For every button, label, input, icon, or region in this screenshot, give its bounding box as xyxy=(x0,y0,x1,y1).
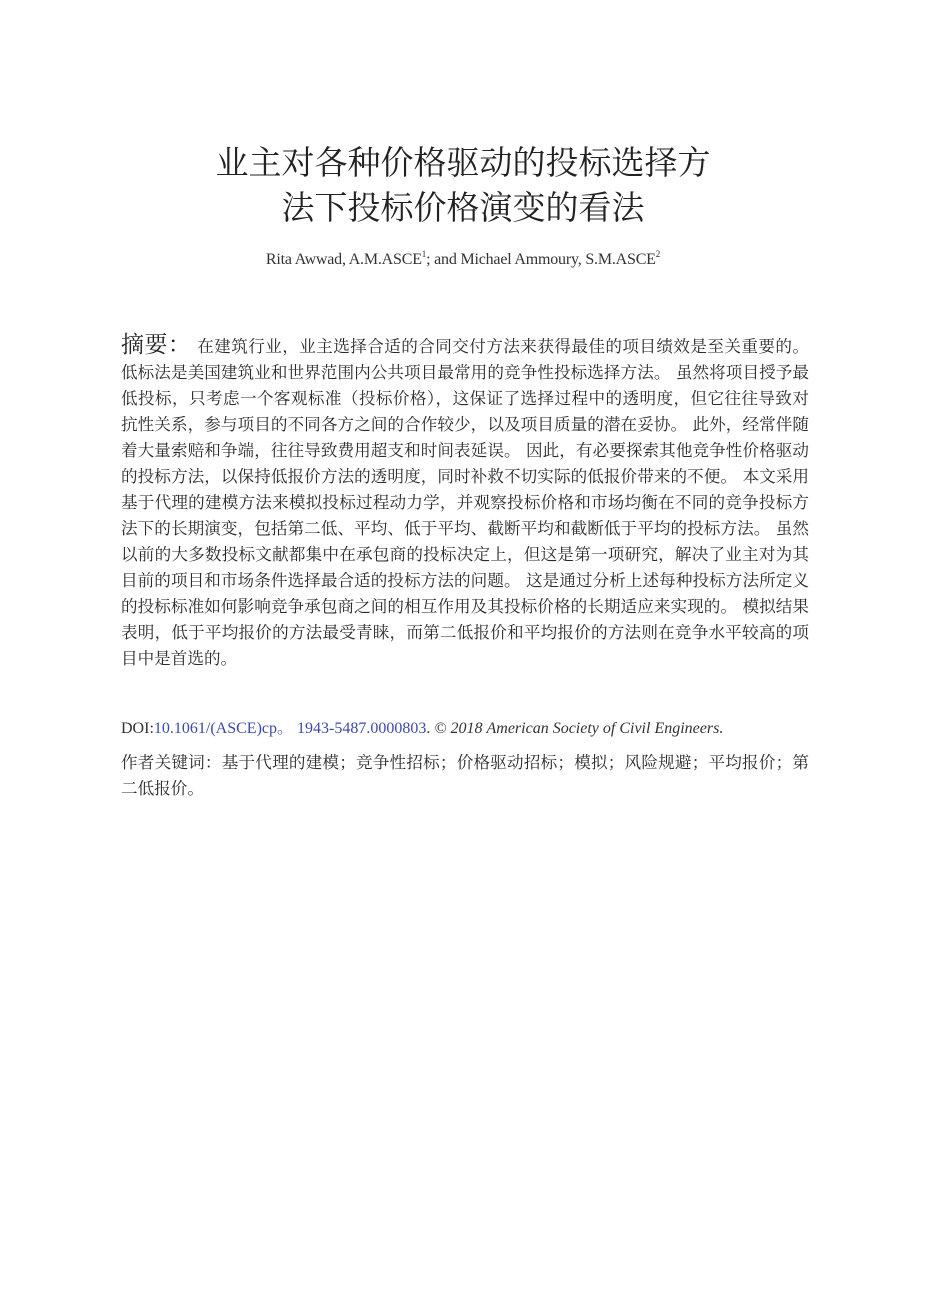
abstract-text: 在建筑行业，业主选择合适的合同交付方法来获得最佳的项目绩效是至关重要的。 低标法是美国建筑业和世界范围内公共项目最常用的竞争性投标选择方法。 虽然将项目授予最低投标，只考虑一个客观标准（投标价格），这保证了选择过程中的透明度，但它往往导致对抗性关系，参与项目的不同各方之间的合作较少，以及项目质量的潜在妥协。 此外，经常伴随着大量索赔和争端，往往导致费用超支和时间表延误。 因此，有必要探索其他竞争性价格驱动的投标方法，以保持低报价方法的透明度，同时补救不切实际的低报价带来的不便。 本文采用基于代理的建模方法来模拟投标过程动力学，并观察投标价格和市场均衡在不同的竞争投标方法下的长期演变，包括第二低、平均、低于平均、截断平均和截断低于平均的投标方法。 虽然以前的大多数投标文献都集中在承包商的投标决定上，但这是第一项研究，解决了业主对为其目前的项目和市场条件选择最合适的投标方法的问题。 这是通过分析上述每种投标方法所定义的投标标准如何影响竞争承包商之间的相互作用及其投标价格的长期适应来实现的。 模拟结果表明，低于平均报价的方法最受青睐，而第二低报价和平均报价的方法则在竞争水平较高的项目中是首选的。 xyxy=(121,337,809,668)
author-line xyxy=(0,251,926,269)
author-1: Rita Awwad, A.M.ASCE xyxy=(265,251,422,268)
abstract-label: 摘要： xyxy=(121,332,192,358)
author-keywords: 作者关键词：基于代理的建模；竞争性招标；价格驱动招标；模拟；风险规避；平均报价；第二低报价。 xyxy=(121,753,809,798)
paper-title xyxy=(0,140,926,230)
copyright-notice: © 2018 American Society of Civil Engineers. xyxy=(434,720,724,737)
author-1-affiliation-mark: 1 xyxy=(421,249,427,259)
doi-separator: . xyxy=(426,720,435,737)
abstract xyxy=(121,332,809,672)
doi-link[interactable]: 10.1061/(ASCE)cp。 1943-5487.0000803 xyxy=(153,720,427,737)
author-2: ; and Michael Ammoury, S.M.ASCE xyxy=(426,251,656,268)
author-2-affiliation-mark: 2 xyxy=(655,249,661,259)
doi-prefix: DOI: xyxy=(121,720,154,737)
title-line-1: 业主对各种价格驱动的投标选择方 xyxy=(215,143,711,182)
doi-line xyxy=(121,716,821,742)
title-line-2: 法下投标价格演变的看法 xyxy=(281,188,645,227)
